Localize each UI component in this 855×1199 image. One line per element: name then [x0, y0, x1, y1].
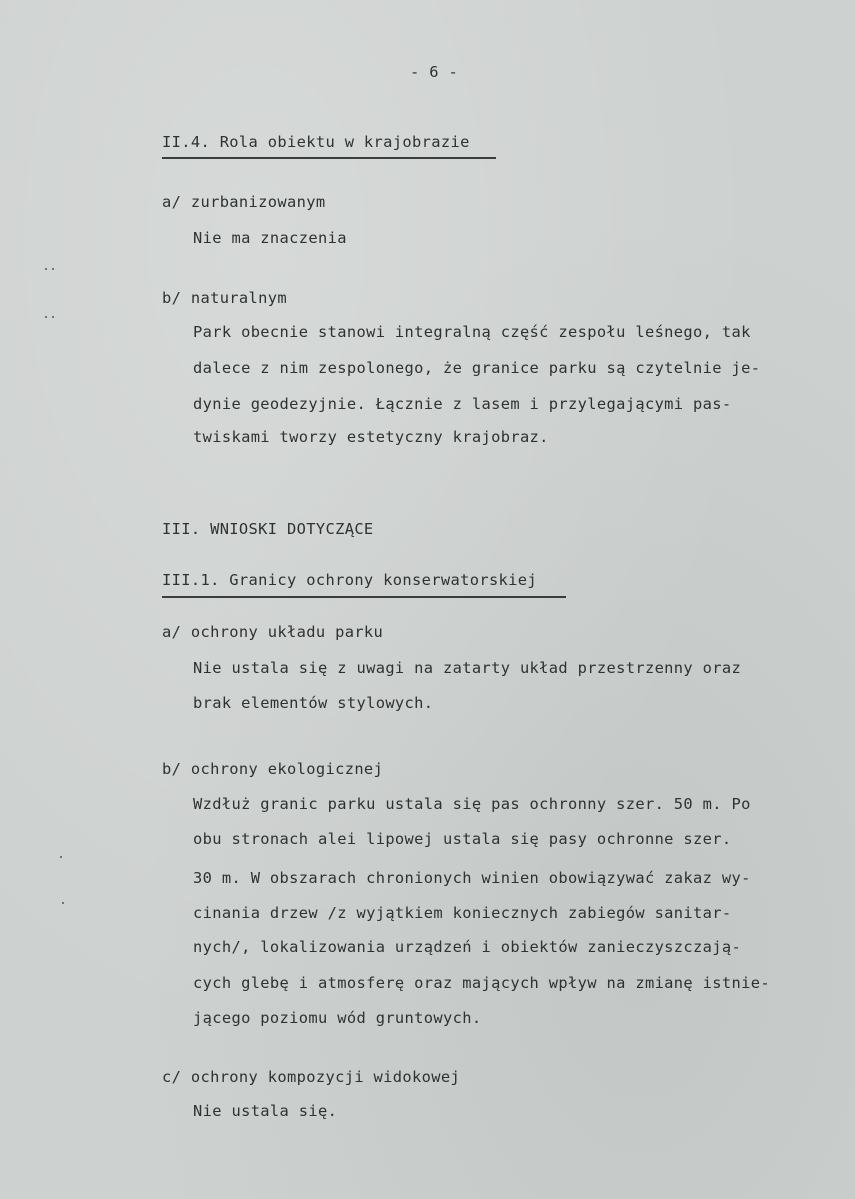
item-text-view-composition: Nie ustala się. [193, 1102, 338, 1120]
item-label-ecological: b/ ochrony ekologicznej [162, 760, 384, 778]
margin-speck [45, 316, 47, 318]
margin-speck [52, 316, 54, 318]
paragraph-line: cych glebę i atmosferę oraz mających wpływ na zmianę istnie- [193, 974, 770, 992]
heading-underline [162, 596, 566, 598]
item-label-layout: a/ ochrony układu parku [162, 623, 384, 641]
paragraph-line: dalece z nim zespolonego, że granice parku są czytelnie je- [193, 359, 761, 377]
margin-speck [62, 902, 64, 904]
margin-speck [60, 856, 62, 858]
section-heading-3-1: III.1. Granicy ochrony konserwatorskiej [162, 571, 538, 589]
item-label-view-composition: c/ ochrony kompozycji widokowej [162, 1068, 461, 1086]
page-number: - 6 - [410, 63, 459, 81]
paragraph-line: jącego poziomu wód gruntowych. [193, 1009, 482, 1027]
section-heading-2-4: II.4. Rola obiektu w krajobrazie [162, 133, 470, 151]
paragraph-line: Wzdłuż granic parku ustala się pas ochronny szer. 50 m. Po [193, 795, 751, 813]
paragraph-line: Park obecnie stanowi integralną część zespołu leśnego, tak [193, 323, 751, 341]
paragraph-line: dynie geodezyjnie. Łącznie z lasem i przylegającymi pas- [193, 395, 732, 413]
margin-speck [45, 268, 47, 270]
item-text-urbanized: Nie ma znaczenia [193, 229, 347, 247]
item-label-natural: b/ naturalnym [162, 289, 288, 307]
paragraph-line: cinania drzew /z wyjątkiem koniecznych zabiegów sanitar- [193, 904, 732, 922]
item-label-urbanized: a/ zurbanizowanym [162, 193, 326, 211]
paragraph-line: nych/, lokalizowania urządzeń i obiektów zanieczyszczają- [193, 938, 742, 956]
paragraph-line: 30 m. W obszarach chronionych winien obowiązywać zakaz wy- [193, 869, 751, 887]
section-heading-3: III. WNIOSKI DOTYCZĄCE [162, 520, 374, 538]
paragraph-line: obu stronach alei lipowej ustala się pasy ochronne szer. [193, 830, 732, 848]
paragraph-line: Nie ustala się z uwagi na zatarty układ przestrzenny oraz [193, 659, 742, 677]
margin-speck [52, 268, 54, 270]
paragraph-line: brak elementów stylowych. [193, 694, 434, 712]
heading-underline [162, 157, 496, 159]
paragraph-line: twiskami tworzy estetyczny krajobraz. [193, 428, 549, 446]
